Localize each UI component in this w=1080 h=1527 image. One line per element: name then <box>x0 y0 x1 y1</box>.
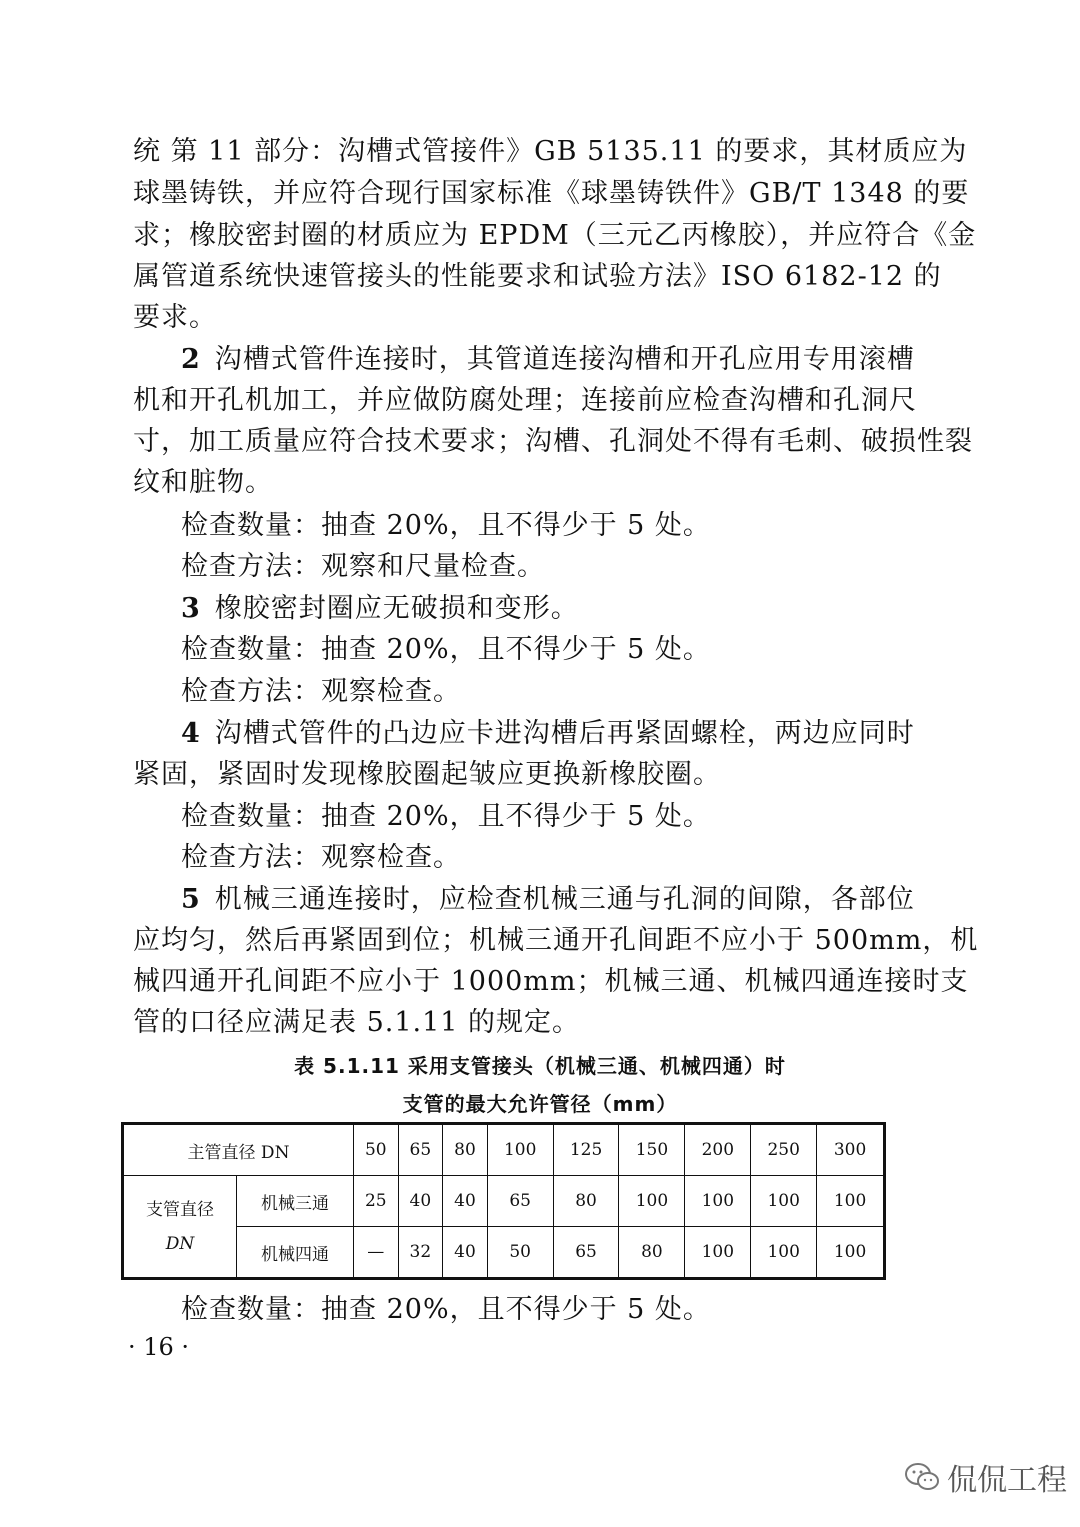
text-line: 求；橡胶密封圈的材质应为 EPDM（三元乙丙橡胶），并应符合《金 <box>133 220 977 251</box>
text-line: 机和开孔机加工，并应做防腐处理；连接前应检查沟槽和孔洞尺 <box>133 385 917 416</box>
table-cell: 100 <box>817 1227 885 1279</box>
inspection-method: 检查方法：观察和尺量检查。 <box>181 551 545 582</box>
branch-pipe-label <box>123 1176 237 1279</box>
table-cell: 100 <box>751 1176 817 1227</box>
text-line: 球墨铸铁，并应符合现行国家标准《球墨铸铁件》GB/T 1348 的要 <box>133 178 970 209</box>
main-pipe-label: 主管直径 DN <box>123 1124 354 1176</box>
table-cell: 100 <box>487 1124 553 1176</box>
clause-number: 2 <box>181 344 201 375</box>
clause-3 <box>181 589 893 629</box>
table-cell: 250 <box>751 1124 817 1176</box>
table-cell: 40 <box>443 1227 488 1279</box>
table-row <box>123 1124 885 1176</box>
text-line: 紧固，紧固时发现橡胶圈起皱应更换新橡胶圈。 <box>133 759 721 790</box>
clause-4 <box>181 714 915 754</box>
branch-label-line: DN <box>165 1233 195 1254</box>
table-cell: 100 <box>751 1227 817 1279</box>
table-cell: 32 <box>398 1227 443 1279</box>
text-line: 管的口径应满足表 5.1.11 的规定。 <box>133 1007 581 1038</box>
clause-number: 3 <box>181 593 201 624</box>
clause-text: 沟槽式管件连接时，其管道连接沟槽和开孔应用专用滚槽 <box>214 344 915 375</box>
mechanical-tee-label: 机械三通 <box>237 1176 354 1227</box>
table-cell: 80 <box>619 1227 685 1279</box>
table-cell: 100 <box>619 1176 685 1227</box>
table-cell: 40 <box>398 1176 443 1227</box>
branch-label-line: 支管直径 <box>146 1199 214 1220</box>
text-line: 寸，加工质量应符合技术要求；沟槽、孔洞处不得有毛刺、破损性裂 <box>133 426 973 457</box>
watermark <box>905 1455 1067 1499</box>
table-cell: 65 <box>398 1124 443 1176</box>
table-row <box>123 1227 885 1279</box>
table-cell: 50 <box>354 1124 399 1176</box>
table-cell: 200 <box>685 1124 751 1176</box>
clause-number: 5 <box>181 884 201 915</box>
mechanical-cross-label: 机械四通 <box>237 1227 354 1279</box>
text-line: 统 第 11 部分：沟槽式管接件》GB 5135.11 的要求，其材质应为 <box>133 136 968 167</box>
inspection-quantity: 检查数量：抽查 20%，且不得少于 5 处。 <box>181 1294 711 1325</box>
table-cell: 100 <box>817 1176 885 1227</box>
pipe-diameter-table <box>121 1122 886 1280</box>
clause-text: 机械三通连接时，应检查机械三通与孔洞的间隙，各部位 <box>214 884 915 915</box>
inspection-quantity: 检查数量：抽查 20%，且不得少于 5 处。 <box>181 634 711 665</box>
table-cell: 80 <box>443 1124 488 1176</box>
wechat-icon <box>905 1462 939 1492</box>
table-cell: 100 <box>685 1227 751 1279</box>
text-line: 纹和脏物。 <box>133 467 273 498</box>
table-cell: 65 <box>553 1227 619 1279</box>
clause-text: 橡胶密封圈应无破损和变形。 <box>214 593 579 624</box>
inspection-quantity: 检查数量：抽查 20%，且不得少于 5 处。 <box>181 801 711 832</box>
text-line: 械四通开孔间距不应小于 1000mm；机械三通、机械四通连接时支 <box>133 966 969 997</box>
table-row <box>123 1176 885 1227</box>
table-caption-subtitle: 支管的最大允许管径（mm） <box>402 1092 678 1116</box>
table-cell: 50 <box>487 1227 553 1279</box>
page-number: · 16 · <box>128 1333 190 1361</box>
text-line: 要求。 <box>133 302 217 333</box>
text-line: 属管道系统快速管接头的性能要求和试验方法》ISO 6182-12 的 <box>133 261 942 292</box>
watermark-text: 侃侃工程 <box>947 1463 1067 1498</box>
clause-2 <box>181 340 915 380</box>
table-cell: 25 <box>354 1176 399 1227</box>
text-line: 应均匀，然后再紧固到位；机械三通开孔间距不应小于 500mm，机 <box>133 925 979 956</box>
clause-number: 4 <box>181 718 201 749</box>
clause-5 <box>181 880 915 920</box>
table-cell: 300 <box>817 1124 885 1176</box>
clause-text: 沟槽式管件的凸边应卡进沟槽后再紧固螺栓，两边应同时 <box>214 718 915 749</box>
table-cell: 80 <box>553 1176 619 1227</box>
table-caption: 表 5.1.11 采用支管接头（机械三通、机械四通）时 <box>294 1054 786 1078</box>
inspection-quantity: 检查数量：抽查 20%，且不得少于 5 处。 <box>181 510 711 541</box>
inspection-method: 检查方法：观察检查。 <box>181 842 461 873</box>
table-cell: 65 <box>487 1176 553 1227</box>
inspection-method: 检查方法：观察检查。 <box>181 676 461 707</box>
table-cell: 150 <box>619 1124 685 1176</box>
table-cell: 40 <box>443 1176 488 1227</box>
table-cell: — <box>354 1227 399 1279</box>
table-cell: 125 <box>553 1124 619 1176</box>
table-cell: 100 <box>685 1176 751 1227</box>
